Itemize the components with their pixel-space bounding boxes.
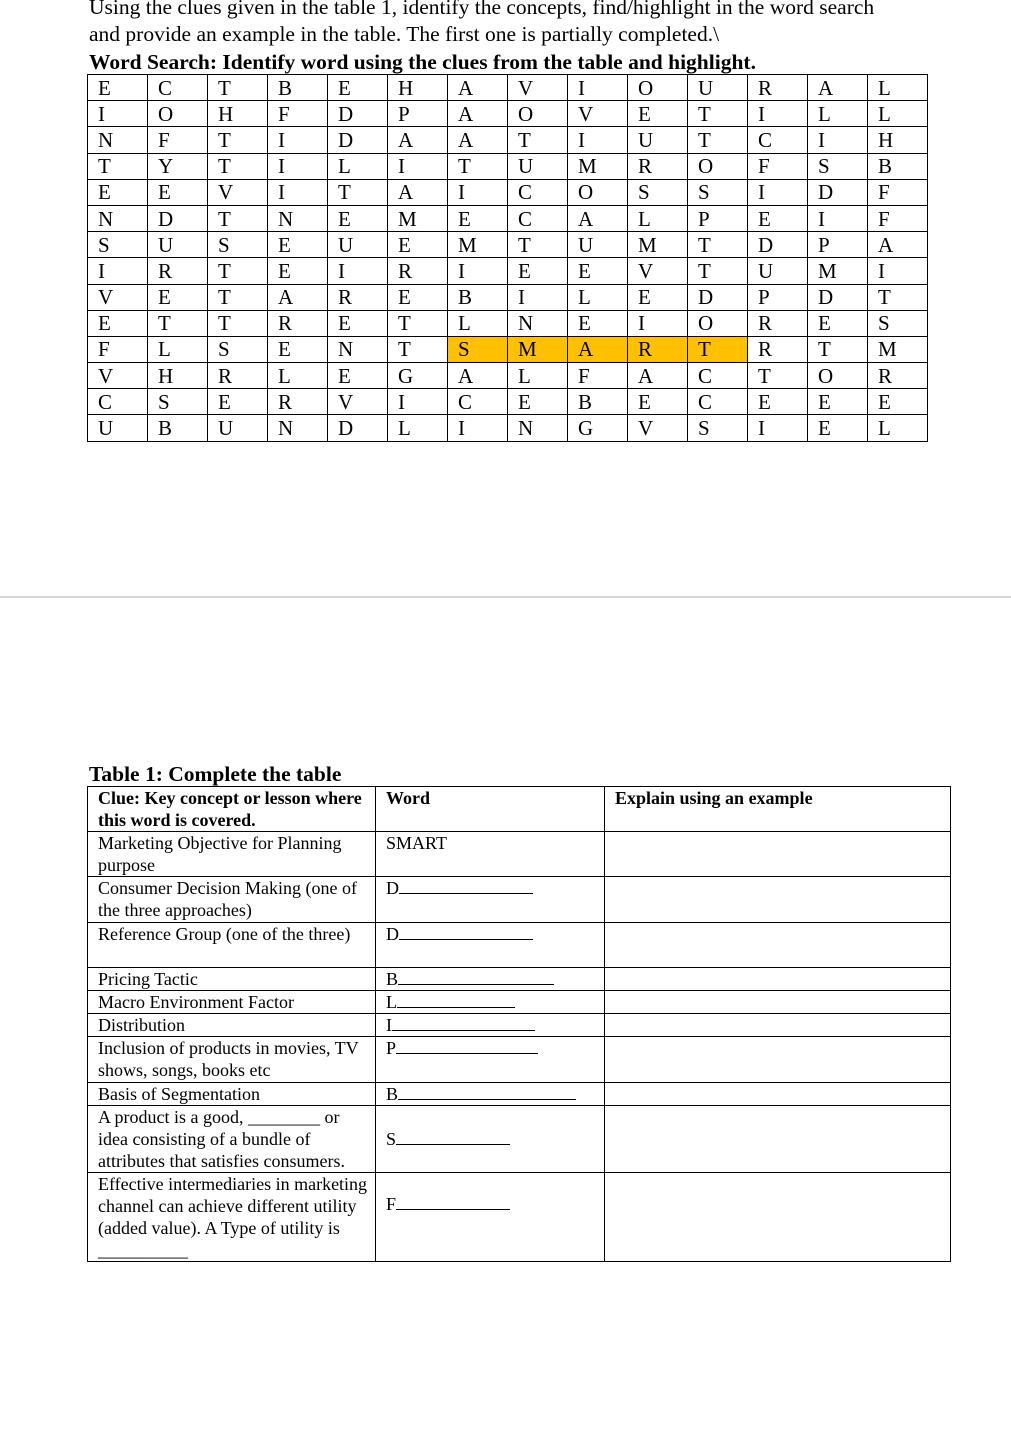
grid-cell[interactable]: S: [688, 415, 748, 441]
grid-cell[interactable]: M: [808, 258, 868, 284]
grid-cell[interactable]: E: [568, 258, 628, 284]
grid-cell[interactable]: S: [628, 179, 688, 205]
explain-cell[interactable]: [605, 1014, 951, 1037]
grid-cell[interactable]: O: [628, 75, 688, 101]
clue-cell: Marketing Objective for Planning purpose: [88, 832, 376, 877]
grid-cell[interactable]: L: [868, 415, 928, 441]
header-word: Word: [376, 787, 605, 832]
grid-row: [88, 415, 928, 441]
word-cell[interactable]: [376, 1083, 605, 1106]
grid-cell[interactable]: H: [868, 127, 928, 153]
grid-row: [88, 310, 928, 336]
grid-cell[interactable]: M: [568, 153, 628, 179]
grid-row: [88, 75, 928, 101]
grid-cell[interactable]: L: [628, 205, 688, 231]
grid-row: [88, 258, 928, 284]
grid-cell[interactable]: U: [328, 232, 388, 258]
grid-cell[interactable]: F: [148, 127, 208, 153]
grid-cell[interactable]: V: [208, 179, 268, 205]
grid-cell[interactable]: C: [748, 127, 808, 153]
explain-cell[interactable]: [605, 1106, 951, 1173]
grid-cell-highlighted[interactable]: T: [688, 336, 748, 362]
grid-cell[interactable]: U: [508, 153, 568, 179]
grid-cell[interactable]: A: [628, 363, 688, 389]
grid-cell[interactable]: E: [388, 284, 448, 310]
grid-cell[interactable]: L: [268, 363, 328, 389]
grid-cell[interactable]: O: [688, 310, 748, 336]
table1-row: [88, 832, 951, 877]
grid-cell[interactable]: R: [748, 336, 808, 362]
word-answer: L: [386, 992, 397, 1012]
grid-cell[interactable]: U: [748, 258, 808, 284]
word-cell[interactable]: [376, 923, 605, 968]
grid-cell[interactable]: E: [748, 205, 808, 231]
grid-cell[interactable]: F: [748, 153, 808, 179]
grid-cell[interactable]: T: [88, 153, 148, 179]
grid-cell[interactable]: N: [328, 336, 388, 362]
grid-cell[interactable]: E: [88, 310, 148, 336]
table1: [87, 786, 951, 1262]
grid-cell[interactable]: D: [328, 127, 388, 153]
grid-cell[interactable]: O: [148, 101, 208, 127]
grid-cell[interactable]: P: [688, 205, 748, 231]
word-answer: SMART: [386, 833, 447, 853]
grid-cell[interactable]: N: [508, 415, 568, 441]
answer-blank-line[interactable]: [396, 1128, 510, 1145]
grid-cell[interactable]: E: [748, 389, 808, 415]
clue-cell: Distribution: [88, 1014, 376, 1037]
grid-cell[interactable]: S: [88, 232, 148, 258]
grid-cell[interactable]: E: [808, 415, 868, 441]
grid-cell[interactable]: A: [448, 75, 508, 101]
grid-cell[interactable]: E: [328, 310, 388, 336]
grid-cell[interactable]: E: [508, 389, 568, 415]
grid-cell[interactable]: A: [388, 127, 448, 153]
grid-cell[interactable]: D: [808, 179, 868, 205]
grid-cell[interactable]: T: [688, 258, 748, 284]
word-answer: F: [386, 1194, 397, 1214]
grid-cell[interactable]: E: [148, 179, 208, 205]
table1-row: [88, 991, 951, 1014]
clue-cell: Inclusion of products in movies, TV shows, songs, books etc: [88, 1037, 376, 1083]
grid-cell[interactable]: I: [568, 127, 628, 153]
grid-cell[interactable]: T: [208, 205, 268, 231]
grid-cell[interactable]: E: [328, 205, 388, 231]
grid-cell[interactable]: T: [688, 232, 748, 258]
grid-cell[interactable]: T: [688, 127, 748, 153]
grid-cell[interactable]: L: [448, 310, 508, 336]
grid-cell[interactable]: N: [88, 205, 148, 231]
grid-cell[interactable]: E: [808, 389, 868, 415]
grid-cell[interactable]: B: [868, 153, 928, 179]
table1-row: [88, 968, 951, 991]
grid-cell[interactable]: C: [88, 389, 148, 415]
explain-cell[interactable]: [605, 877, 951, 923]
answer-blank-line[interactable]: [396, 1037, 538, 1054]
grid-cell[interactable]: A: [448, 101, 508, 127]
answer-blank-line[interactable]: [392, 1014, 535, 1031]
grid-cell[interactable]: I: [748, 101, 808, 127]
grid-cell[interactable]: E: [448, 205, 508, 231]
grid-cell[interactable]: E: [268, 232, 328, 258]
grid-cell[interactable]: E: [328, 363, 388, 389]
clue-cell: Basis of Segmentation: [88, 1083, 376, 1106]
page-separator: [0, 596, 1011, 598]
grid-cell[interactable]: T: [208, 127, 268, 153]
grid-cell[interactable]: M: [388, 205, 448, 231]
word-answer: P: [386, 1038, 397, 1058]
grid-cell[interactable]: F: [868, 205, 928, 231]
grid-row: [88, 284, 928, 310]
answer-blank-line[interactable]: [399, 923, 533, 940]
word-search-title: Word Search: Identify word using the clues from the table and highlight.: [89, 50, 756, 74]
grid-cell[interactable]: R: [208, 363, 268, 389]
grid-cell[interactable]: D: [328, 415, 388, 441]
grid-cell[interactable]: S: [208, 336, 268, 362]
grid-cell[interactable]: M: [868, 336, 928, 362]
grid-cell[interactable]: T: [208, 153, 268, 179]
grid-cell[interactable]: E: [268, 336, 328, 362]
grid-cell[interactable]: V: [628, 415, 688, 441]
clue-cell: Pricing Tactic: [88, 968, 376, 991]
word-cell[interactable]: [376, 1037, 605, 1083]
grid-cell[interactable]: T: [388, 310, 448, 336]
explain-cell[interactable]: [605, 1173, 951, 1262]
grid-cell[interactable]: I: [268, 153, 328, 179]
grid-cell[interactable]: D: [688, 284, 748, 310]
grid-cell[interactable]: T: [208, 310, 268, 336]
grid-cell[interactable]: I: [448, 415, 508, 441]
grid-cell[interactable]: E: [388, 232, 448, 258]
grid-cell[interactable]: E: [628, 284, 688, 310]
grid-cell[interactable]: N: [268, 205, 328, 231]
grid-cell[interactable]: E: [88, 75, 148, 101]
grid-cell[interactable]: D: [808, 284, 868, 310]
explain-cell[interactable]: [605, 991, 951, 1014]
grid-cell[interactable]: M: [628, 232, 688, 258]
word-cell[interactable]: [376, 991, 605, 1014]
grid-cell-highlighted[interactable]: A: [568, 336, 628, 362]
word-search-grid: [87, 74, 928, 442]
grid-cell[interactable]: T: [208, 75, 268, 101]
word-cell[interactable]: [376, 1173, 605, 1262]
grid-row: [88, 153, 928, 179]
grid-row: [88, 179, 928, 205]
table1-row: [88, 1014, 951, 1037]
grid-cell[interactable]: T: [148, 310, 208, 336]
grid-cell[interactable]: T: [688, 101, 748, 127]
table1-row: [88, 877, 951, 923]
grid-cell[interactable]: L: [568, 284, 628, 310]
grid-cell[interactable]: E: [148, 284, 208, 310]
grid-cell[interactable]: U: [688, 75, 748, 101]
grid-cell[interactable]: O: [568, 179, 628, 205]
grid-cell[interactable]: U: [148, 232, 208, 258]
grid-cell[interactable]: L: [388, 415, 448, 441]
answer-blank-line[interactable]: [398, 968, 554, 985]
grid-cell[interactable]: C: [508, 179, 568, 205]
grid-cell[interactable]: P: [388, 101, 448, 127]
answer-blank-line[interactable]: [396, 1193, 510, 1210]
grid-cell[interactable]: I: [808, 205, 868, 231]
explain-cell[interactable]: [605, 923, 951, 968]
grid-cell[interactable]: I: [568, 75, 628, 101]
grid-cell[interactable]: M: [448, 232, 508, 258]
grid-cell[interactable]: V: [88, 284, 148, 310]
header-explain: Explain using an example: [605, 787, 951, 832]
grid-cell[interactable]: V: [628, 258, 688, 284]
grid-cell[interactable]: O: [688, 153, 748, 179]
grid-cell[interactable]: L: [868, 101, 928, 127]
grid-cell[interactable]: E: [628, 101, 688, 127]
word-answer: B: [386, 969, 399, 989]
grid-cell[interactable]: I: [448, 258, 508, 284]
grid-cell[interactable]: F: [868, 179, 928, 205]
grid-cell[interactable]: E: [568, 310, 628, 336]
grid-cell[interactable]: E: [208, 389, 268, 415]
grid-cell-highlighted[interactable]: M: [508, 336, 568, 362]
grid-cell[interactable]: R: [868, 363, 928, 389]
grid-row: [88, 363, 928, 389]
grid-cell[interactable]: I: [748, 415, 808, 441]
grid-cell[interactable]: L: [868, 75, 928, 101]
grid-cell[interactable]: L: [328, 153, 388, 179]
grid-cell[interactable]: T: [868, 284, 928, 310]
table1-row: [88, 1083, 951, 1106]
grid-cell[interactable]: A: [568, 205, 628, 231]
grid-cell[interactable]: G: [568, 415, 628, 441]
grid-cell[interactable]: I: [268, 179, 328, 205]
grid-cell[interactable]: S: [148, 389, 208, 415]
explain-cell[interactable]: [605, 1037, 951, 1083]
grid-cell[interactable]: R: [748, 310, 808, 336]
grid-cell[interactable]: G: [388, 363, 448, 389]
word-answer: S: [386, 1129, 397, 1149]
grid-cell[interactable]: A: [868, 232, 928, 258]
grid-cell[interactable]: I: [88, 258, 148, 284]
grid-cell[interactable]: B: [268, 75, 328, 101]
instructions-line-1: Using the clues given in the table 1, identify the concepts, find/highlight in the word search: [89, 0, 875, 19]
grid-cell[interactable]: E: [808, 310, 868, 336]
explain-cell[interactable]: [605, 832, 951, 877]
grid-cell[interactable]: E: [328, 75, 388, 101]
grid-cell[interactable]: I: [88, 101, 148, 127]
table1-row: [88, 1037, 951, 1083]
clue-cell: Macro Environment Factor: [88, 991, 376, 1014]
grid-row: [88, 336, 928, 362]
grid-cell[interactable]: R: [148, 258, 208, 284]
grid-cell[interactable]: L: [808, 101, 868, 127]
grid-cell[interactable]: I: [448, 179, 508, 205]
grid-cell[interactable]: Y: [148, 153, 208, 179]
grid-cell[interactable]: C: [688, 389, 748, 415]
instructions-line-2: and provide an example in the table. The first one is partially completed.\: [89, 22, 720, 46]
grid-cell[interactable]: I: [868, 258, 928, 284]
grid-cell[interactable]: T: [508, 127, 568, 153]
table1-row: [88, 1106, 951, 1173]
grid-row: [88, 101, 928, 127]
grid-cell[interactable]: D: [748, 232, 808, 258]
grid-cell[interactable]: H: [148, 363, 208, 389]
grid-cell[interactable]: P: [808, 232, 868, 258]
grid-cell[interactable]: F: [268, 101, 328, 127]
grid-cell[interactable]: U: [568, 232, 628, 258]
grid-cell[interactable]: F: [568, 363, 628, 389]
grid-cell[interactable]: V: [568, 101, 628, 127]
word-answer: D: [386, 878, 399, 898]
grid-cell[interactable]: T: [388, 336, 448, 362]
explain-cell[interactable]: [605, 1083, 951, 1106]
grid-cell[interactable]: C: [688, 363, 748, 389]
grid-cell[interactable]: T: [448, 153, 508, 179]
grid-cell[interactable]: T: [208, 258, 268, 284]
grid-cell[interactable]: E: [868, 389, 928, 415]
grid-cell[interactable]: V: [328, 389, 388, 415]
grid-cell[interactable]: B: [148, 415, 208, 441]
grid-cell[interactable]: A: [448, 363, 508, 389]
grid-cell[interactable]: I: [328, 258, 388, 284]
grid-cell[interactable]: H: [388, 75, 448, 101]
grid-cell[interactable]: T: [208, 284, 268, 310]
grid-cell[interactable]: A: [388, 179, 448, 205]
grid-cell[interactable]: R: [268, 389, 328, 415]
answer-blank-line[interactable]: [397, 991, 515, 1008]
clue-cell: Effective intermediaries in marketing channel can achieve different utility (added value). A Type of utility is __________: [88, 1173, 376, 1262]
grid-cell[interactable]: R: [268, 310, 328, 336]
grid-cell[interactable]: S: [208, 232, 268, 258]
word-cell[interactable]: [376, 1106, 605, 1173]
grid-cell[interactable]: S: [808, 153, 868, 179]
grid-cell[interactable]: N: [508, 310, 568, 336]
grid-cell[interactable]: E: [268, 258, 328, 284]
clue-cell: A product is a good, ________ or idea consisting of a bundle of attributes that satisfies consumers.: [88, 1106, 376, 1173]
grid-row: [88, 127, 928, 153]
grid-cell[interactable]: B: [568, 389, 628, 415]
answer-blank-line[interactable]: [399, 877, 533, 894]
grid-cell[interactable]: F: [88, 336, 148, 362]
grid-cell[interactable]: O: [508, 101, 568, 127]
grid-row: [88, 205, 928, 231]
grid-cell[interactable]: P: [748, 284, 808, 310]
grid-cell[interactable]: I: [508, 284, 568, 310]
table1-header-row: [88, 787, 951, 832]
table1-title: Table 1: Complete the table: [89, 762, 342, 786]
grid-cell[interactable]: I: [388, 389, 448, 415]
word-answer: D: [386, 924, 399, 944]
grid-cell[interactable]: R: [388, 258, 448, 284]
grid-cell[interactable]: N: [88, 127, 148, 153]
grid-cell[interactable]: T: [748, 363, 808, 389]
grid-cell-highlighted[interactable]: S: [448, 336, 508, 362]
grid-cell[interactable]: A: [808, 75, 868, 101]
table1-row: [88, 923, 951, 968]
grid-cell[interactable]: C: [148, 75, 208, 101]
grid-cell[interactable]: U: [88, 415, 148, 441]
grid-cell[interactable]: E: [628, 389, 688, 415]
grid-cell[interactable]: T: [328, 179, 388, 205]
grid-cell[interactable]: T: [808, 336, 868, 362]
grid-cell[interactable]: N: [268, 415, 328, 441]
grid-cell[interactable]: I: [808, 127, 868, 153]
grid-cell[interactable]: V: [508, 75, 568, 101]
grid-cell[interactable]: S: [868, 310, 928, 336]
grid-cell-highlighted[interactable]: R: [628, 336, 688, 362]
grid-cell[interactable]: H: [208, 101, 268, 127]
clue-cell: Reference Group (one of the three): [88, 923, 376, 968]
grid-cell[interactable]: R: [628, 153, 688, 179]
grid-cell[interactable]: V: [88, 363, 148, 389]
grid-row: [88, 389, 928, 415]
grid-cell[interactable]: I: [628, 310, 688, 336]
grid-row: [88, 232, 928, 258]
word-cell[interactable]: [376, 968, 605, 991]
grid-cell[interactable]: A: [448, 127, 508, 153]
clue-cell: Consumer Decision Making (one of the three approaches): [88, 877, 376, 923]
grid-cell[interactable]: I: [748, 179, 808, 205]
grid-cell[interactable]: C: [448, 389, 508, 415]
grid-cell[interactable]: C: [508, 205, 568, 231]
grid-cell[interactable]: T: [508, 232, 568, 258]
grid-cell[interactable]: I: [388, 153, 448, 179]
word-cell[interactable]: [376, 877, 605, 923]
word-cell[interactable]: [376, 1014, 605, 1037]
grid-cell[interactable]: R: [328, 284, 388, 310]
word-cell[interactable]: [376, 832, 605, 877]
header-clue: Clue: Key concept or lesson where this word is covered.: [88, 787, 376, 832]
grid-cell[interactable]: D: [328, 101, 388, 127]
explain-cell[interactable]: [605, 968, 951, 991]
instructions: [89, 0, 969, 48]
answer-blank-line[interactable]: [398, 1083, 576, 1100]
grid-cell[interactable]: E: [508, 258, 568, 284]
grid-cell[interactable]: S: [688, 179, 748, 205]
grid-cell[interactable]: B: [448, 284, 508, 310]
grid-cell[interactable]: A: [268, 284, 328, 310]
grid-cell[interactable]: U: [208, 415, 268, 441]
grid-cell[interactable]: R: [748, 75, 808, 101]
grid-cell[interactable]: O: [808, 363, 868, 389]
grid-cell[interactable]: E: [88, 179, 148, 205]
table1-row: [88, 1173, 951, 1262]
grid-cell[interactable]: L: [148, 336, 208, 362]
grid-cell[interactable]: I: [268, 127, 328, 153]
grid-cell[interactable]: D: [148, 205, 208, 231]
grid-cell[interactable]: L: [508, 363, 568, 389]
word-answer: B: [386, 1084, 399, 1104]
grid-cell[interactable]: U: [628, 127, 688, 153]
word-answer: I: [386, 1015, 392, 1035]
